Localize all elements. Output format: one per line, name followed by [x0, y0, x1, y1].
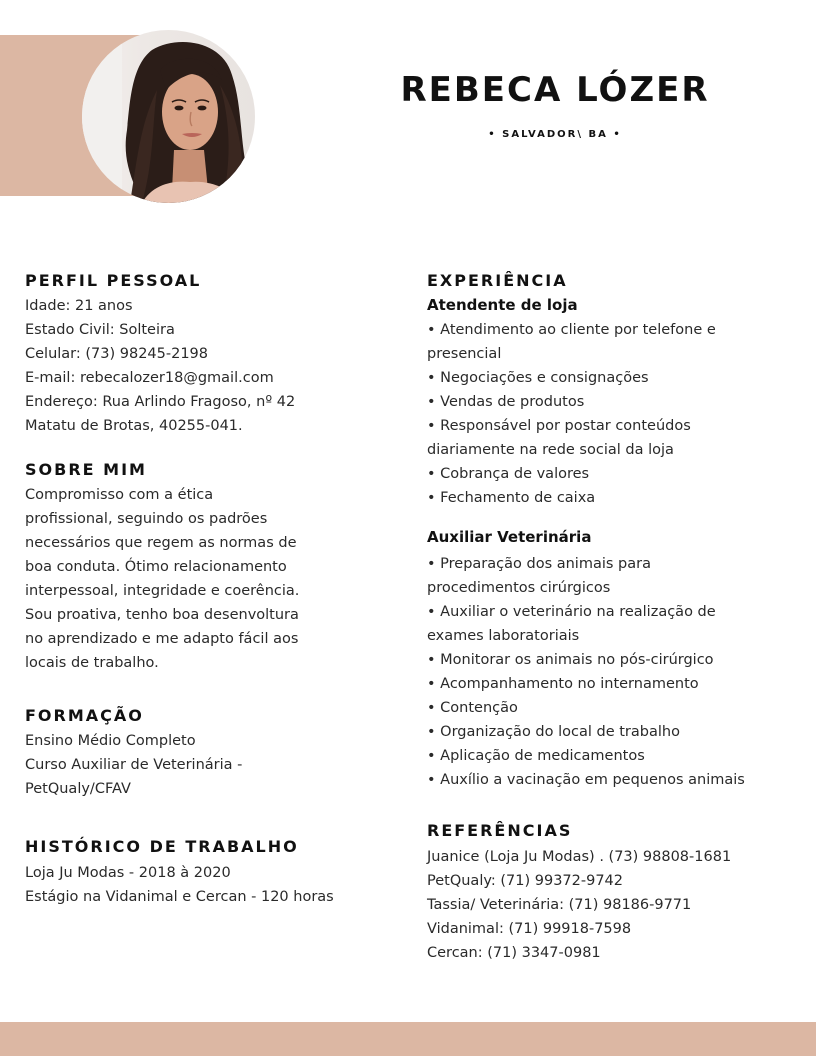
section-title-perfil: PERFIL PESSOAL — [25, 271, 202, 290]
duty-item: • Acompanhamento no internamento — [427, 676, 699, 692]
reference-item: Vidanimal: (71) 99918-7598 — [427, 921, 632, 937]
reference-item: Juanice (Loja Ju Modas) . (73) 98808-1681 — [427, 849, 732, 865]
perfil-line: Endereço: Rua Arlindo Fragoso, nº 42 — [25, 394, 296, 410]
section-title-referencias: REFERÊNCIAS — [427, 821, 573, 840]
perfil-line: Estado Civil: Solteira — [25, 322, 175, 338]
duty-item: • Fechamento de caixa — [427, 490, 596, 506]
historico-line: Estágio na Vidanimal e Cercan - 120 horas — [25, 889, 334, 905]
job-title-auxiliar: Auxiliar Veterinária — [427, 528, 592, 546]
duty-item: • Negociações e consignações — [427, 370, 649, 386]
duty-item: • Vendas de produtos — [427, 394, 585, 410]
duty-item: • Organização do local de trabalho — [427, 724, 680, 740]
section-title-experiencia: EXPERIÊNCIA — [427, 271, 568, 290]
sobre-line: profissional, seguindo os padrões — [25, 511, 268, 527]
candidate-name: REBECA LÓZER — [400, 70, 710, 110]
bottom-accent-band — [0, 1022, 816, 1056]
reference-item: Tassia/ Veterinária: (71) 98186-9771 — [427, 897, 692, 913]
referencias-list — [427, 845, 731, 965]
sobre-line: locais de trabalho. — [25, 655, 159, 671]
perfil-line: Matatu de Brotas, 40255-041. — [25, 418, 243, 434]
duty-item: • Preparação dos animais para — [427, 556, 651, 572]
duty-item: • Aplicação de medicamentos — [427, 748, 645, 764]
historico-line: Loja Ju Modas - 2018 à 2020 — [25, 865, 231, 881]
historico-list — [25, 861, 334, 909]
formacao-list — [25, 729, 242, 801]
section-title-formacao: FORMAÇÃO — [25, 706, 144, 725]
profile-photo — [82, 30, 255, 203]
job1-duties — [427, 318, 716, 510]
sobre-line: no aprendizado e me adapto fácil aos — [25, 631, 299, 647]
duty-item: • Monitorar os animais no pós-cirúrgico — [427, 652, 714, 668]
formacao-line: Curso Auxiliar de Veterinária - — [25, 757, 243, 773]
perfil-line: Celular: (73) 98245-2198 — [25, 346, 209, 362]
job-title-atendente: Atendente de loja — [427, 296, 578, 314]
sobre-line: Compromisso com a ética — [25, 487, 214, 503]
perfil-list — [25, 294, 295, 438]
perfil-email: E-mail: rebecalozer18@gmail.com — [25, 370, 274, 386]
perfil-line: Idade: 21 anos — [25, 298, 133, 314]
sobre-line: Sou proativa, tenho boa desenvoltura — [25, 607, 299, 623]
portrait-illustration — [82, 30, 255, 203]
sobre-line: necessários que regem as normas de — [25, 535, 297, 551]
duty-item: • Auxiliar o veterinário na realização de — [427, 604, 716, 620]
sobre-line: interpessoal, integridade e coerência. — [25, 583, 300, 599]
duty-item: procedimentos cirúrgicos — [427, 580, 611, 596]
duty-item: exames laboratoriais — [427, 628, 580, 644]
section-title-sobre: SOBRE MIM — [25, 460, 147, 479]
duty-item: • Auxílio a vacinação em pequenos animais — [427, 772, 745, 788]
duty-item: • Cobrança de valores — [427, 466, 590, 482]
sobre-line: boa conduta. Ótimo relacionamento — [25, 559, 287, 575]
sobre-text — [25, 483, 299, 675]
duty-item: diariamente na rede social da loja — [427, 442, 674, 458]
candidate-location: • SALVADOR\ BA • — [488, 129, 622, 140]
duty-item: • Contenção — [427, 700, 518, 716]
section-title-historico: HISTÓRICO DE TRABALHO — [25, 837, 299, 856]
job2-duties — [427, 552, 745, 792]
duty-item: • Atendimento ao cliente por telefone e — [427, 322, 716, 338]
duty-item: • Responsável por postar conteúdos — [427, 418, 691, 434]
reference-item: Cercan: (71) 3347-0981 — [427, 945, 601, 961]
formacao-line: Ensino Médio Completo — [25, 733, 196, 749]
reference-item: PetQualy: (71) 99372-9742 — [427, 873, 624, 889]
formacao-line: PetQualy/CFAV — [25, 781, 131, 797]
duty-item: presencial — [427, 346, 502, 362]
